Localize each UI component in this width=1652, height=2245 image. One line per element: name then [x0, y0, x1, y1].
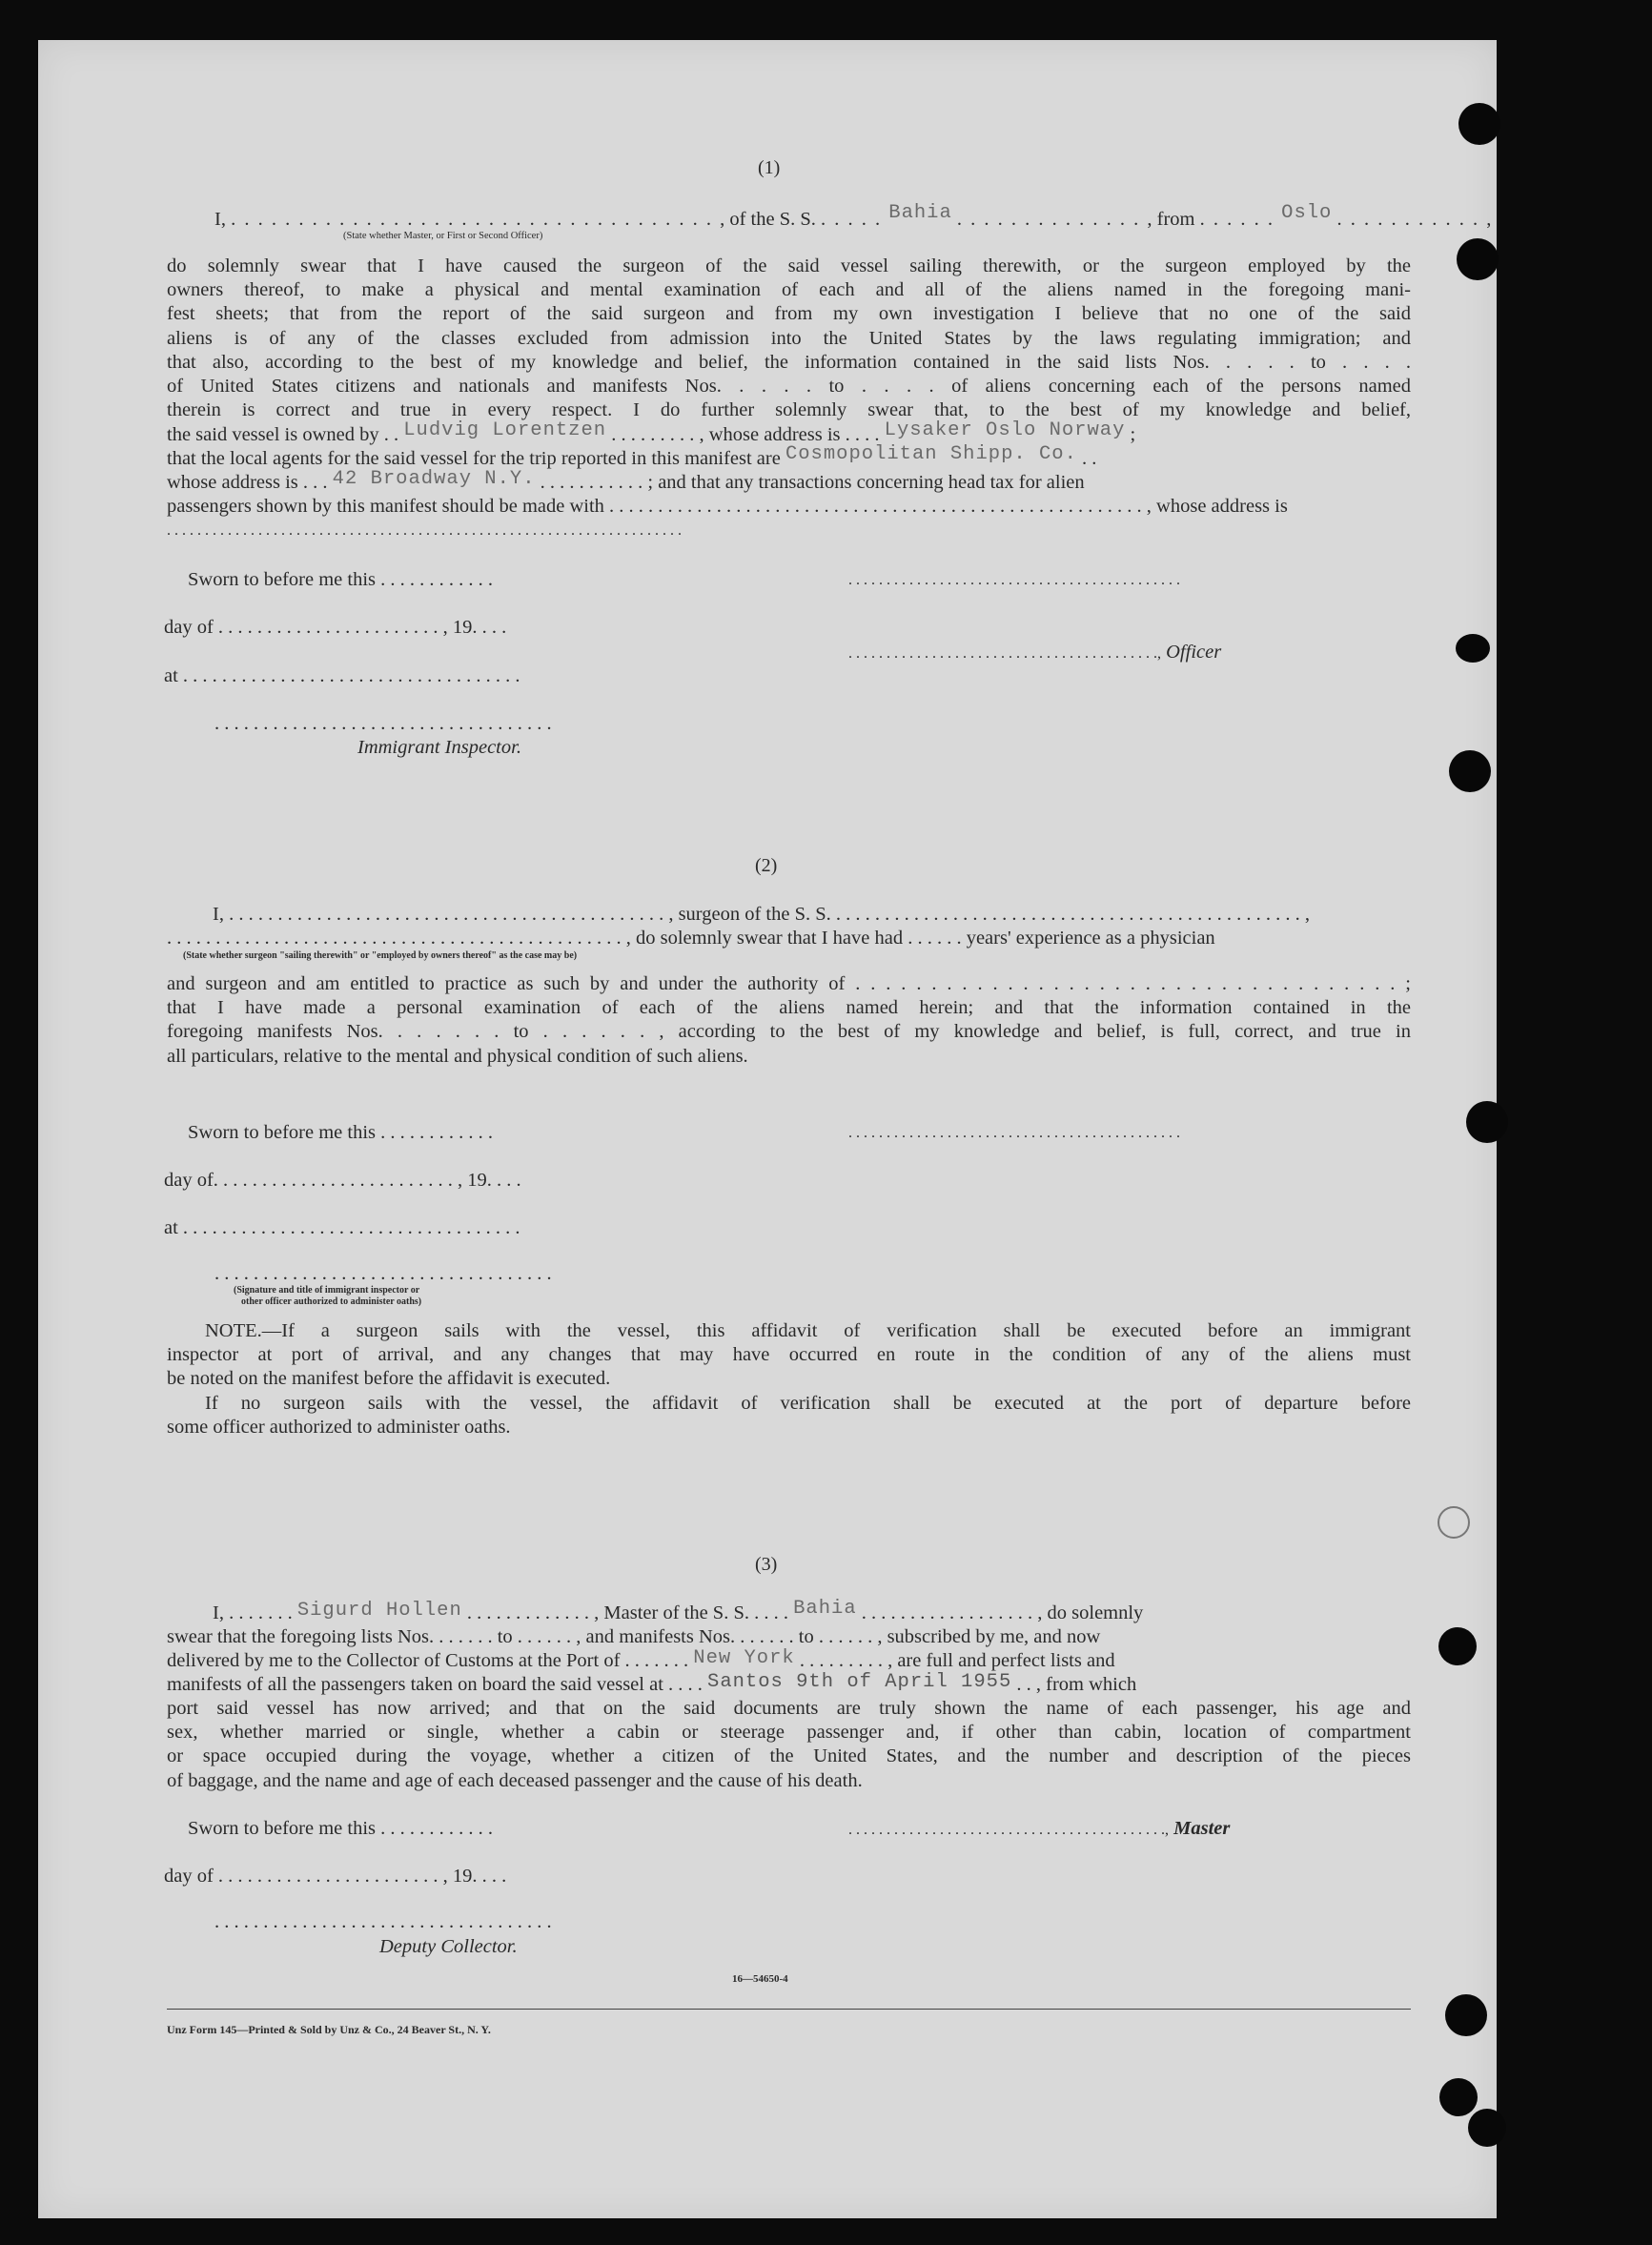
- s2-sig-note-1: (Signature and title of immigrant inspector or: [234, 1285, 420, 1296]
- s1-officer-line: . . . . . . . . . . . . . . . . . . . . . . . . . . . . . . . . . . . . . . . . ., Officer: [848, 642, 1222, 663]
- master-label: Master: [1173, 1818, 1231, 1839]
- s1-paragraph: do solemnly swear that I have caused the surgeon of the said vessel sailing therewith, or the surgeon employed by the owners thereof, to make a physical and mental examination of each and all of the aliens named in the foregoing mani- fest sheets; that from the report of the said surgeon and from my own investigation I believe that no one of the said aliens is of any of the classes excluded from admission into the United States by the laws regulating immigration; and that also, according to the best of my knowledge and belief, the information contained in the said lists Nos. . . . . to . . . . of United States citizens and nationals and manifests Nos. . . . . to . . . . of aliens concerning each of the persons named therein is correct and true in every respect. I do further solemnly swear that, to the best of my knowledge and belief,: [167, 255, 1411, 421]
- s1-from: , from: [1147, 209, 1195, 230]
- s2-sig-note-2: other officer authorized to administer oaths): [241, 1296, 422, 1307]
- s3-master-line: . . . . . . . . . . . . . . . . . . . . . . . . . . . . . . . . . . . . . . . . . ., Master: [848, 1818, 1231, 1839]
- s1-agents-line: that the local agents for the said vessel for the trip reported in this manifest are Cosmopolitan Shipp. Co. . .: [167, 443, 1097, 469]
- s3-line-2: swear that the foregoing lists Nos. . . . . . . to . . . . . . , and manifests Nos. . . . . . . to . . . . . . , subscribed by me, and now: [167, 1626, 1101, 1647]
- s3-deputy-dots: . . . . . . . . . . . . . . . . . . . . . . . . . . . . . . . . . . .: [214, 1911, 552, 1932]
- s2-line-2: . . . . . . . . . . . . . . . . . . . . . . . . . . . . . . . . . . . . . . . . . . . . . . . , do solemnly swear that I have had . . . . . . years' experience as a physician: [167, 928, 1215, 949]
- s2-sig-dots: . . . . . . . . . . . . . . . . . . . . . . . . . . . . . . . . . . .: [214, 1263, 552, 1284]
- s1-i: I,: [214, 209, 226, 230]
- punch-hole: [1438, 1627, 1477, 1665]
- officer-label: Officer: [1166, 642, 1222, 663]
- s1-officer-note: (State whether Master, or First or Second Officer): [343, 231, 543, 241]
- document-page: [38, 40, 1497, 2218]
- s2-paragraph: and surgeon and am entitled to practice as such by and under the authority of . . . . . . . . . . . . . . . . . . . . . . . . . . . . . . . . . . . . ; that I have made a personal examination of each of the aliens named herein; and that the information contained in the foregoing manifests Nos. . . . . . . to . . . . . . , according to the best of my knowledge and belief, is full, correct, and true in all particulars, relative to the mental and physical condition of such aliens.: [167, 973, 1411, 1067]
- s1-owner-line: the said vessel is owned by . . Ludvig Lorentzen . . . . . . . . . , whose address is . . . . Lysaker Oslo Norway ;: [167, 419, 1136, 445]
- ship-name-2: Bahia: [793, 1598, 857, 1620]
- departure-place-date: Santos 9th of April 1955: [707, 1671, 1012, 1693]
- s1-tax-line: passengers shown by this manifest should be made with . . . . . . . . . . . . . . . . . . . . . . . . . . . . . . . . . . . . . . . . . . . . . . . . . . . . . . . , whose address is: [167, 496, 1288, 517]
- punch-hole: [1449, 750, 1491, 792]
- punch-hole: [1445, 1994, 1487, 2036]
- s2-sworn: Sworn to before me this . . . . . . . . . . . .: [188, 1122, 493, 1143]
- form-footer: Unz Form 145—Printed & Sold by Unz & Co., 24 Beaver St., N. Y.: [167, 2023, 491, 2036]
- s2-at: at . . . . . . . . . . . . . . . . . . . . . . . . . . . . . . . . . . .: [164, 1217, 520, 1238]
- punch-hole: [1457, 238, 1499, 280]
- s1-line-1: I, . . . . . . . . . . . . . . . . . . . . . . . . . . . . . . . . . . . . , of the S. S. . . . . . Bahia . . . . . . . . . . . . . . , from . . . . . . Oslo . . . . . . . . . . . ,: [214, 202, 1494, 230]
- s3-line-3: delivered by me to the Collector of Customs at the Port of . . . . . . . New York . . . . . . . . . , are full and perfect lists and: [167, 1647, 1115, 1671]
- s3-paragraph: port said vessel has now arrived; and that on the said documents are truly shown the name of each passenger, his age and sex, whether married or single, whether a cabin or steerage passenger and, if other than cabin, location of compartment or space occupied during the voyage, whether a citizen of the United States, and the number and description of the pieces of baggage, and the name and age of each deceased passenger and the cause of his death.: [167, 1698, 1411, 1791]
- s3-day: day of . . . . . . . . . . . . . . . . . . . . . . . , 19. . . .: [164, 1866, 507, 1887]
- section-3-number: (3): [755, 1554, 778, 1575]
- s1-sworn: Sworn to before me this . . . . . . . . . . . .: [188, 569, 493, 590]
- arrival-port: New York: [693, 1647, 795, 1669]
- s2-note: NOTE.—If a surgeon sails with the vessel, this affidavit of verification shall be executed before an immigrant inspector at port of arrival, and any changes that may have occurred en route in the condition of any of the aliens must be noted on the manifest before the affidavit is executed. If no surgeon sails with the vessel, the affidavit of verification shall be executed at the port of departure before some officer authorized to administer oaths.: [167, 1320, 1411, 1438]
- s2-day: day of. . . . . . . . . . . . . . . . . . . . . . . . . , 19. . . .: [164, 1170, 521, 1191]
- s1-address-line: whose address is . . . 42 Broadway N.Y. . . . . . . . . . . . ; and that any transactions concerning head tax for alien: [167, 468, 1085, 493]
- s3-line-4: manifests of all the passengers taken on board the said vessel at . . . . Santos 9th of April 1955 . . , from which: [167, 1671, 1137, 1695]
- s1-at: at . . . . . . . . . . . . . . . . . . . . . . . . . . . . . . . . . . .: [164, 665, 520, 686]
- s2-line-1: I, . . . . . . . . . . . . . . . . . . . . . . . . . . . . . . . . . . . . . . . . . . . . . , surgeon of the S. S. . . . . . . . . . . . . . . . . . . . . . . . . . . . . . . . . . . . . . . . . . . . . . . . . ,: [213, 904, 1311, 925]
- master-name: Sigurd Hollen: [296, 1600, 462, 1622]
- section-2-number: (2): [755, 855, 778, 876]
- immigrant-inspector-label: Immigrant Inspector.: [357, 737, 521, 758]
- local-agents: Cosmopolitan Shipp. Co.: [785, 443, 1077, 465]
- departure-port: Oslo: [1281, 202, 1333, 224]
- owner-address: Lysaker Oslo Norway: [884, 419, 1126, 441]
- punch-hole: [1456, 634, 1490, 663]
- punch-hole: [1439, 2078, 1478, 2116]
- s1-dots-line: . . . . . . . . . . . . . . . . . . . . . . . . . . . . . . . . . . . . . . . . . . . . . . . . . . . . . . . . . . . . . . . . . . . .: [167, 522, 682, 539]
- punch-hole: [1466, 1101, 1508, 1143]
- agent-address: 42 Broadway N.Y.: [332, 468, 536, 490]
- s3-sworn: Sworn to before me this . . . . . . . . . . . .: [188, 1818, 493, 1839]
- s2-surgeon-note: (State whether surgeon "sailing therewith" or "employed by owners thereof" as the case may be): [183, 950, 578, 961]
- punch-hole: [1468, 2109, 1506, 2147]
- punch-hole: [1438, 1506, 1470, 1539]
- punch-hole: [1458, 103, 1500, 145]
- s2-sworn-dots: . . . . . . . . . . . . . . . . . . . . . . . . . . . . . . . . . . . . . . . . . . . .: [848, 1125, 1180, 1141]
- s1-day: day of . . . . . . . . . . . . . . . . . . . . . . . , 19. . . .: [164, 617, 507, 638]
- s1-of-ss: , of the S. S.: [720, 209, 816, 230]
- s1-sworn-dots: . . . . . . . . . . . . . . . . . . . . . . . . . . . . . . . . . . . . . . . . . . . .: [848, 572, 1180, 588]
- form-code: 16—54650-4: [732, 1973, 788, 1985]
- section-1-number: (1): [758, 157, 781, 178]
- ship-name: Bahia: [888, 202, 952, 224]
- s1-inspector-dots: . . . . . . . . . . . . . . . . . . . . . . . . . . . . . . . . . . .: [214, 713, 552, 734]
- s3-line-1: I, . . . . . . . Sigurd Hollen . . . . . . . . . . . . . , Master of the S. S. . . . . Bahia . . . . . . . . . . . . . . . . . . , do solemnly: [213, 1598, 1144, 1623]
- owner-name: Ludvig Lorentzen: [403, 419, 607, 441]
- footer-rule: [167, 2009, 1411, 2010]
- deputy-collector-label: Deputy Collector.: [379, 1936, 518, 1957]
